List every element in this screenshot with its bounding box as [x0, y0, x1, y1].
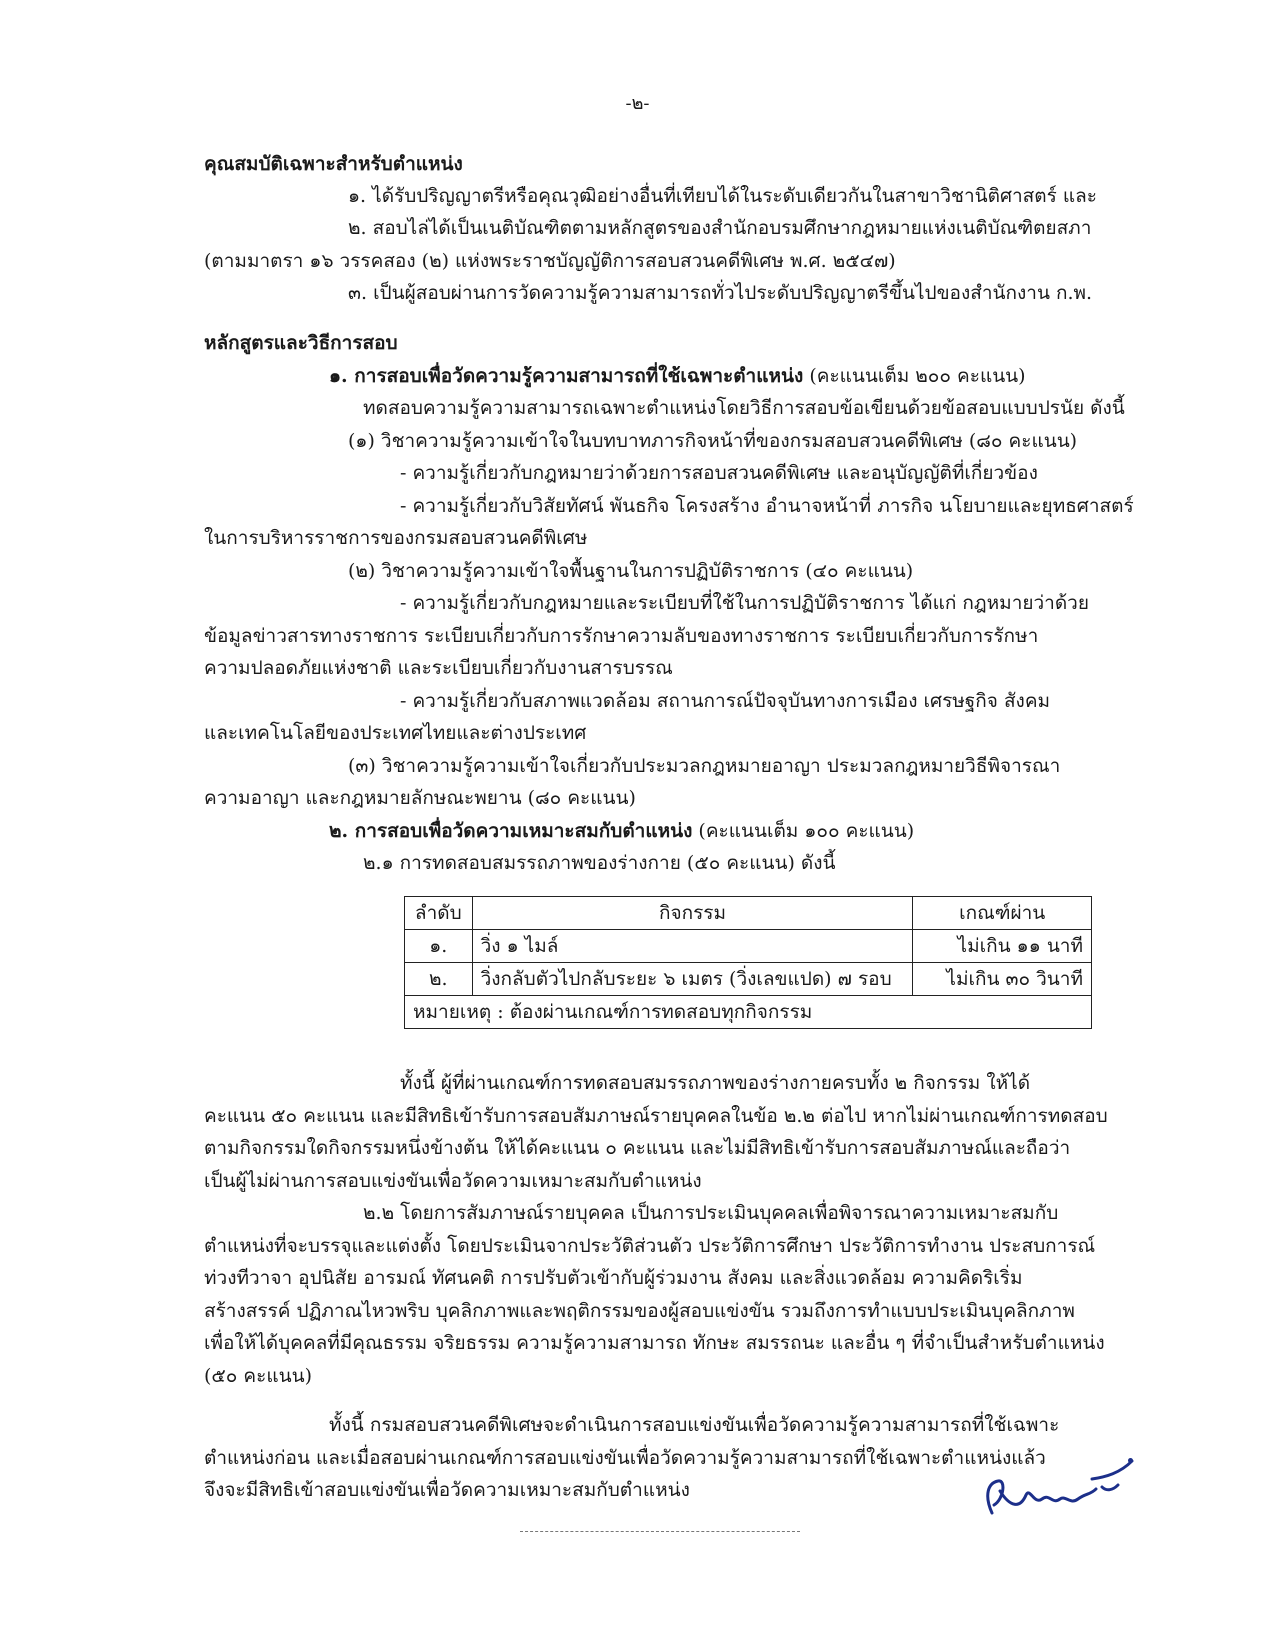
part1-sub1: (๑) วิชาความรู้ความเข้าใจในบทบาทภารกิจหน้าที่ของกรมสอบสวนคดีพิเศษ (๘๐ คะแนน): [348, 430, 1078, 452]
part2-sub21: ๒.๑ การทดสอบสมรรถภาพของร่างกาย (๕๐ คะแนน) ดังนี้: [363, 852, 836, 874]
part1-sub2-bullet2: - ความรู้เกี่ยวกับสภาพแวดล้อม สถานการณ์ปัจจุบันทางการเมือง เศรษฐกิจ สังคม: [400, 690, 1051, 712]
row-order: ๒.: [405, 963, 473, 996]
closing-paragraph-cont1: ตำแหน่งก่อน และเมื่อสอบผ่านเกณฑ์การสอบแข่งขันเพื่อวัดความรู้ความสามารถที่ใช้เฉพาะตำแหน่งแล้ว: [204, 1447, 1046, 1469]
part2-sub22-cont3: สร้างสรรค์ ปฏิภาณไหวพริบ บุคลิกภาพและพฤติกรรมของผู้สอบแข่งขัน รวมถึงการทำแบบประเมินบุคลิกภาพ: [204, 1300, 1075, 1322]
table-note-row: [405, 996, 1092, 1029]
part1-sub2-bullet1-cont1: ข้อมูลข่าวสารทางราชการ ระเบียบเกี่ยวกับการรักษาความลับของทางราชการ ระเบียบเกี่ยวกับการรักษา: [204, 625, 1039, 647]
table-row: [405, 963, 1092, 996]
part1-sub2: (๒) วิชาความรู้ความเข้าใจพื้นฐานในการปฏิบัติราชการ (๔๐ คะแนน): [348, 560, 914, 582]
part1-title: ๑. การสอบเพื่อวัดความรู้ความสามารถที่ใช้เฉพาะตำแหน่ง: [329, 365, 804, 387]
handwritten-signature: [980, 1455, 1150, 1525]
closing-paragraph: ทั้งนี้ กรมสอบสวนคดีพิเศษจะดำเนินการสอบแข่งขันเพื่อวัดความรู้ความสามารถที่ใช้เฉพาะ: [329, 1414, 1060, 1436]
part1-sub1-bullet2: - ความรู้เกี่ยวกับวิสัยทัศน์ พันธกิจ โครงสร้าง อำนาจหน้าที่ ภารกิจ นโยบายและยุทธศาสตร์: [400, 495, 1134, 517]
row-criteria: ไม่เกิน ๑๑ นาที: [913, 930, 1092, 963]
row-activity: วิ่ง ๑ ไมล์: [472, 930, 913, 963]
fitness-test-table: [404, 896, 1092, 1029]
curriculum-heading: หลักสูตรและวิธีการสอบ: [204, 332, 398, 354]
part2-sub22-cont5: (๕๐ คะแนน): [204, 1365, 312, 1387]
header-activity: กิจกรรม: [472, 897, 913, 930]
part1-heading: [329, 362, 1026, 390]
qualification-item-2: ๒. สอบไล่ได้เป็นเนติบัณฑิตตามหลักสูตรของสำนักอบรมศึกษากฎหมายแห่งเนติบัณฑิตยสภา: [348, 217, 1092, 239]
part2-sub22-cont2: ท่วงทีวาจา อุปนิสัย อารมณ์ ทัศนคติ การปรับตัวเข้ากับผู้ร่วมงาน สังคม และสิ่งแวดล้อม ความคิดริเริ่ม: [204, 1267, 1023, 1289]
part1-sub3: (๓) วิชาความรู้ความเข้าใจเกี่ยวกับประมวลกฎหมายอาญา ประมวลกฎหมายวิธีพิจารณา: [348, 755, 1061, 777]
part1-sub2-bullet1: - ความรู้เกี่ยวกับกฎหมายและระเบียบที่ใช้ในการปฏิบัติราชการ ได้แก่ กฎหมายว่าด้วย: [400, 592, 1089, 614]
part1-sub1-bullet2-cont: ในการบริหารราชการของกรมสอบสวนคดีพิเศษ: [204, 527, 588, 549]
table-row: [405, 930, 1092, 963]
closing-paragraph-cont2: จึงจะมีสิทธิเข้าสอบแข่งขันเพื่อวัดความเหมาะสมกับตำแหน่ง: [204, 1479, 690, 1501]
header-order: ลำดับ: [405, 897, 473, 930]
table-header-row: [405, 897, 1092, 930]
part2-para1-cont1: คะแนน ๕๐ คะแนน และมีสิทธิเข้ารับการสอบสัมภาษณ์รายบุคคลในข้อ ๒.๒ ต่อไป หากไม่ผ่านเกณฑ์การทดสอบ: [204, 1105, 1108, 1127]
page-number: -๒-: [625, 93, 650, 114]
part2-para1-cont2: ตามกิจกรรมใดกิจกรรมหนึ่งข้างต้น ให้ได้คะแนน ๐ คะแนน และไม่มีสิทธิเข้ารับการสอบสัมภาษณ์และถือว่า: [204, 1137, 1071, 1159]
part1-score: (คะแนนเต็ม ๒๐๐ คะแนน): [809, 365, 1026, 387]
dashed-divider: [520, 1531, 800, 1532]
qualification-item-2-cont: (ตามมาตรา ๑๖ วรรคสอง (๒) แห่งพระราชบัญญัติการสอบสวนคดีพิเศษ พ.ศ. ๒๕๔๗): [204, 250, 896, 272]
header-criteria: เกณฑ์ผ่าน: [913, 897, 1092, 930]
part1-sub2-bullet2-cont: และเทคโนโลยีของประเทศไทยและต่างประเทศ: [204, 722, 587, 744]
row-activity: วิ่งกลับตัวไปกลับระยะ ๖ เมตร (วิ่งเลขแปด) ๗ รอบ: [472, 963, 913, 996]
part1-sub1-bullet1: - ความรู้เกี่ยวกับกฎหมายว่าด้วยการสอบสวนคดีพิเศษ และอนุบัญญัติที่เกี่ยวข้อง: [400, 462, 1038, 484]
part2-title: ๒. การสอบเพื่อวัดความเหมาะสมกับตำแหน่ง: [329, 820, 693, 842]
part1-intro: ทดสอบความรู้ความสามารถเฉพาะตำแหน่งโดยวิธีการสอบข้อเขียนด้วยข้อสอบแบบปรนัย ดังนี้: [363, 397, 1125, 419]
table-note: หมายเหตุ : ต้องผ่านเกณฑ์การทดสอบทุกกิจกรรม: [405, 996, 1092, 1029]
part2-sub22-cont4: เพื่อให้ได้บุคคลที่มีคุณธรรม จริยธรรม ความรู้ความสามารถ ทักษะ สมรรถนะ และอื่น ๆ ที่จำเป็นสำหรับตำแหน่ง: [204, 1332, 1105, 1354]
part2-para1: ทั้งนี้ ผู้ที่ผ่านเกณฑ์การทดสอบสมรรถภาพของร่างกายครบทั้ง ๒ กิจกรรม ให้ได้: [400, 1072, 1031, 1094]
part2-score: (คะแนนเต็ม ๑๐๐ คะแนน): [698, 820, 915, 842]
qualification-item-3: ๓. เป็นผู้สอบผ่านการวัดความรู้ความสามารถทั่วไประดับปริญญาตรีขึ้นไปของสำนักงาน ก.พ.: [348, 282, 1093, 304]
row-criteria: ไม่เกิน ๓๐ วินาที: [913, 963, 1092, 996]
part2-sub22-cont1: ตำแหน่งที่จะบรรจุและแต่งตั้ง โดยประเมินจากประวัติส่วนตัว ประวัติการศึกษา ประวัติการทำงาน ประสบการณ์: [204, 1235, 1096, 1257]
part2-heading: [329, 817, 914, 845]
part2-para1-cont3: เป็นผู้ไม่ผ่านการสอบแข่งขันเพื่อวัดความเหมาะสมกับตำแหน่ง: [204, 1170, 702, 1192]
part1-sub3-cont: ความอาญา และกฎหมายลักษณะพยาน (๘๐ คะแนน): [204, 787, 636, 809]
qualification-item-1: ๑. ได้รับปริญญาตรีหรือคุณวุฒิอย่างอื่นที่เทียบได้ในระดับเดียวกันในสาขาวิชานิติศาสตร์ และ: [348, 185, 1097, 207]
part2-sub22: ๒.๒ โดยการสัมภาษณ์รายบุคคล เป็นการประเมินบุคคลเพื่อพิจารณาความเหมาะสมกับ: [363, 1202, 1059, 1224]
part1-sub2-bullet1-cont2: ความปลอดภัยแห่งชาติ และระเบียบเกี่ยวกับงานสารบรรณ: [204, 657, 673, 679]
row-order: ๑.: [405, 930, 473, 963]
qualifications-heading: คุณสมบัติเฉพาะสำหรับตำแหน่ง: [204, 153, 463, 175]
